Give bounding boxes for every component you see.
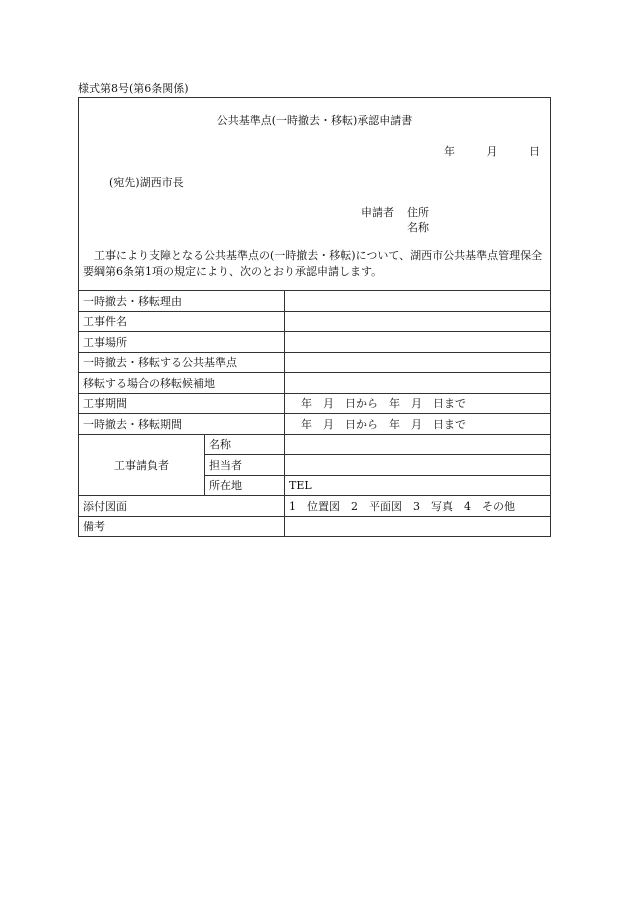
applicant-label: 申請者 (361, 206, 394, 219)
work-period-label: 工事期間 (79, 393, 285, 414)
project-name-field[interactable] (285, 311, 551, 332)
table-row (79, 291, 551, 312)
application-form (78, 97, 551, 537)
applicant-address-label: 住所 (407, 206, 429, 219)
table-row (79, 373, 551, 394)
contractor-tel-field[interactable]: TEL (285, 475, 551, 496)
contractor-address-label: 所在地 (205, 475, 285, 496)
application-table (78, 290, 551, 537)
table-row (79, 496, 551, 517)
table-row (79, 311, 551, 332)
reason-field[interactable] (285, 291, 551, 312)
contractor-person-field[interactable] (285, 455, 551, 476)
form-title: 公共基準点(一時撤去・移転)承認申請書 (216, 114, 413, 127)
project-name-label: 工事件名 (79, 311, 285, 332)
table-row (79, 516, 551, 537)
table-row (79, 352, 551, 373)
table-row (79, 414, 551, 435)
remarks-label: 備考 (79, 516, 285, 537)
project-location-label: 工事場所 (79, 332, 285, 353)
reason-label: 一時撤去・移転理由 (79, 291, 285, 312)
table-row (79, 332, 551, 353)
year-label: 年 (444, 145, 455, 158)
remarks-field[interactable] (285, 516, 551, 537)
relocation-site-field[interactable] (285, 373, 551, 394)
request-statement: 工事により支障となる公共基準点の(一時撤去・移転)について、湖西市公共基準点管理保全要綱第6条第1項の規定により、次のとおり承認申請します。 (83, 249, 543, 278)
relocation-site-label: 移転する場合の移転候補地 (79, 373, 285, 394)
form-number: 様式第8号(第6条関係) (78, 82, 189, 95)
work-period-field[interactable]: 年 月 日から 年 月 日まで (285, 393, 551, 414)
attachments-label: 添付図面 (79, 496, 285, 517)
attachments-field[interactable]: 1 位置図 2 平面図 3 写真 4 その他 (285, 496, 551, 517)
contractor-name-label: 名称 (205, 434, 285, 455)
control-point-field[interactable] (285, 352, 551, 373)
application-date (426, 143, 540, 159)
relocation-period-field[interactable]: 年 月 日から 年 月 日まで (285, 414, 551, 435)
control-point-label: 一時撤去・移転する公共基準点 (79, 352, 285, 373)
contractor-name-field[interactable] (285, 434, 551, 455)
applicant-name-label: 名称 (407, 221, 429, 234)
day-label: 日 (529, 145, 540, 158)
project-location-field[interactable] (285, 332, 551, 353)
contractor-label: 工事請負者 (79, 434, 205, 496)
month-label: 月 (486, 145, 498, 158)
contractor-person-label: 担当者 (205, 455, 285, 476)
addressee: (宛先)湖西市長 (109, 176, 184, 189)
table-row (79, 434, 551, 455)
relocation-period-label: 一時撤去・移転期間 (79, 414, 285, 435)
table-row (79, 393, 551, 414)
